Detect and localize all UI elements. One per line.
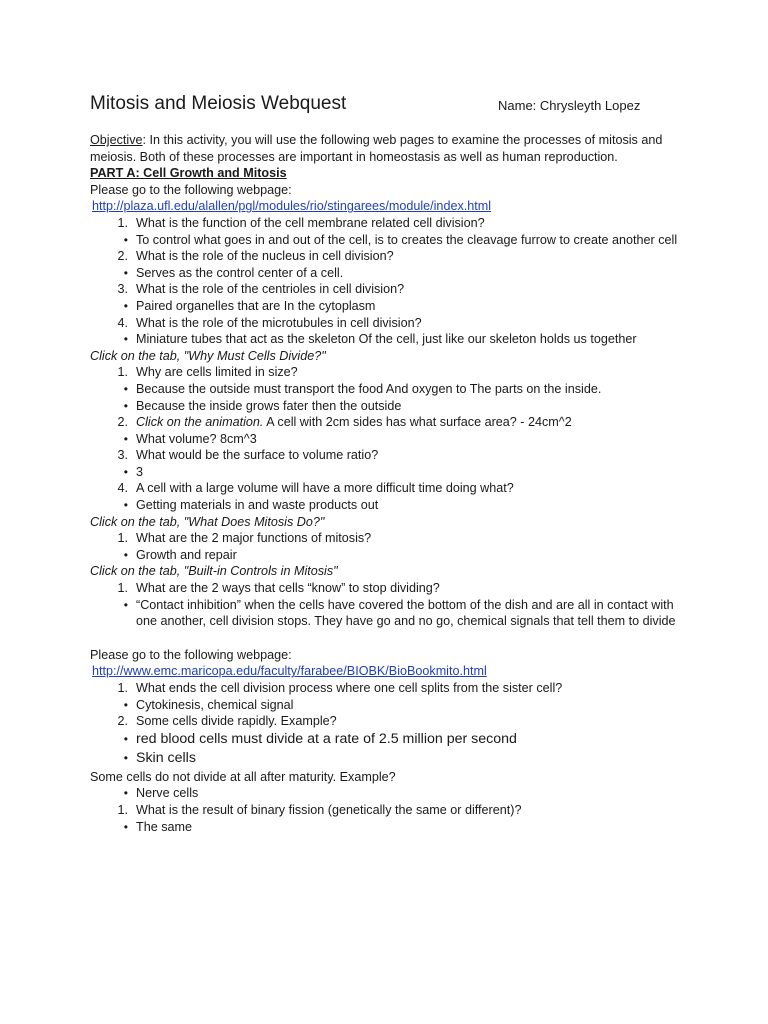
number-marker: 4. <box>117 315 128 330</box>
number-marker: 2. <box>117 714 128 729</box>
item-text: What volume? 8cm^3 <box>136 431 257 446</box>
list-item <box>90 431 690 448</box>
list-item <box>90 248 690 265</box>
list-item <box>90 364 690 381</box>
bullet-marker: • <box>123 697 128 712</box>
spacer <box>90 630 690 647</box>
number-marker: 1. <box>117 802 128 817</box>
list-item <box>90 749 690 769</box>
list-item <box>90 398 690 415</box>
list-item <box>90 697 690 714</box>
list-item <box>90 497 690 514</box>
list-5 <box>90 680 690 769</box>
item-text: Some cells divide rapidly. Example? <box>136 714 337 729</box>
list-item <box>90 597 690 630</box>
item-text: What is the role of the microtubules in cell division? <box>136 315 422 330</box>
list-item <box>90 265 690 282</box>
list-item <box>90 464 690 481</box>
item-text: Cytokinesis, chemical signal <box>136 697 294 712</box>
number-marker: 1. <box>117 365 128 380</box>
number-marker: 1. <box>117 681 128 695</box>
item-text: Paired organelles that are In the cytoplasm <box>136 298 376 313</box>
objective-colon: : <box>142 133 146 147</box>
item-text: Miniature tubes that act as the skeleton Of the cell, just like our skeleton holds us together <box>136 332 637 347</box>
bullet-marker: • <box>123 731 128 746</box>
item-text: The same <box>136 819 192 834</box>
item-text: What would be the surface to volume ratio? <box>136 448 379 463</box>
item-text: What are the 2 major functions of mitosis? <box>136 531 372 546</box>
some-cells-question: Some cells do not divide at all after maturity. Example? <box>90 769 396 784</box>
bullet-marker: • <box>123 464 128 479</box>
bullet-marker: • <box>123 597 128 612</box>
item-text: What is the role of the centrioles in cell division? <box>136 282 405 297</box>
list-3 <box>90 530 690 563</box>
item-text: What is the role of the nucleus in cell division? <box>136 249 394 264</box>
item-text: A cell with a large volume will have a more difficult time doing what? <box>136 481 514 496</box>
item-text: What is the result of binary fission (genetically the same or different)? <box>136 802 522 817</box>
list-2 <box>90 364 690 513</box>
list-item <box>90 580 690 597</box>
item-text: Nerve cells <box>136 786 199 801</box>
list-item <box>90 730 690 750</box>
item-italic-text: Click on the animation. <box>136 415 264 430</box>
part-a-heading: PART A: Cell Growth and Mitosis <box>90 166 287 181</box>
item-text: A cell with 2cm sides has what surface area? - 24cm^2 <box>263 415 572 430</box>
list-item <box>90 530 690 547</box>
list-item <box>90 232 690 249</box>
list-item <box>90 281 690 298</box>
item-text: “Contact inhibition” when the cells have covered the bottom of the dish and are all in contact with one another, cell division stops. They have go and no go, chemical signals that tell them to divide <box>136 597 676 629</box>
number-marker: 3. <box>117 448 128 463</box>
webpage-link-2[interactable]: http://www.emc.maricopa.edu/faculty/farabee/BIOBK/BioBookmito.html <box>92 664 487 679</box>
bullet-marker: • <box>123 265 128 280</box>
number-marker: 1. <box>117 581 128 596</box>
number-marker: 1. <box>117 531 128 546</box>
list-item <box>90 802 690 819</box>
item-text: Why are cells limited in size? <box>136 365 298 380</box>
list-1 <box>90 215 690 348</box>
item-text: Growth and repair <box>136 547 237 562</box>
bullet-marker: • <box>123 298 128 313</box>
page-title: Mitosis and Meiosis Webquest <box>90 93 347 114</box>
list-item <box>90 315 690 332</box>
list-4 <box>90 580 690 630</box>
number-marker: 1. <box>117 215 128 230</box>
list-item <box>90 331 690 348</box>
number-marker: 4. <box>117 481 128 496</box>
item-text: Skin cells <box>136 750 196 767</box>
item-text: red blood cells must divide at a rate of 2.5 million per second <box>136 730 517 747</box>
item-text: Serves as the control center of a cell. <box>136 265 344 280</box>
bullet-marker: • <box>123 751 128 766</box>
goto-webpage-2: Please go to the following webpage: <box>90 647 292 662</box>
webpage-link-1[interactable]: http://plaza.ufl.edu/alallen/pgl/modules/rio/stingarees/module/index.html <box>92 199 492 214</box>
item-text: Getting materials in and waste products out <box>136 498 379 513</box>
item-text: 3 <box>136 464 144 479</box>
bullet-marker: • <box>123 332 128 347</box>
bullet-marker: • <box>123 431 128 446</box>
bullet-marker: • <box>123 232 128 247</box>
list-item <box>90 298 690 315</box>
tab-instruction-1: Click on the tab, "Why Must Cells Divide?" <box>90 348 326 363</box>
list-item <box>90 447 690 464</box>
list-item <box>90 215 690 232</box>
bullet-marker: • <box>123 498 128 513</box>
bullet-marker: • <box>123 786 128 801</box>
list-item <box>90 680 690 697</box>
number-marker: 3. <box>117 282 128 297</box>
number-marker: 2. <box>117 249 128 264</box>
bullet-marker: • <box>123 381 128 396</box>
item-text: What is the function of the cell membrane related cell division? <box>136 215 485 230</box>
bullet-marker: • <box>123 819 128 834</box>
goto-webpage-1: Please go to the following webpage: <box>90 182 292 197</box>
item-text: Because the outside must transport the food And oxygen to The parts on the inside. <box>136 381 602 396</box>
number-marker: 2. <box>117 415 128 430</box>
list-6 <box>90 785 690 835</box>
student-name: Name: Chrysleyth Lopez <box>498 98 641 113</box>
item-text: Because the inside grows fater then the outside <box>136 398 402 413</box>
item-text: What ends the cell division process where one cell splits from the sister cell? <box>136 681 563 695</box>
bullet-marker: • <box>123 547 128 562</box>
bullet-marker: • <box>123 398 128 413</box>
list-item <box>90 819 690 836</box>
document-page <box>90 92 690 835</box>
list-item <box>90 480 690 497</box>
list-item <box>90 785 690 802</box>
tab-instruction-2: Click on the tab, "What Does Mitosis Do?" <box>90 514 325 529</box>
list-item <box>90 414 690 431</box>
item-text: To control what goes in and out of the cell, is to creates the cleavage furrow to create another cell <box>136 232 678 247</box>
header <box>90 92 690 122</box>
objective-paragraph <box>90 132 690 165</box>
objective-text: In this activity, you will use the following web pages to examine the processes of mitosis and meiosis. Both of these processes are important in homeostasis as well as human reproduction. <box>90 133 663 164</box>
list-item <box>90 713 690 730</box>
tab-instruction-3: Click on the tab, "Built-in Controls in Mitosis" <box>90 564 338 579</box>
list-item <box>90 547 690 564</box>
objective-label: Objective <box>90 133 143 147</box>
list-item <box>90 381 690 398</box>
item-text: What are the 2 ways that cells “know” to stop dividing? <box>136 581 440 596</box>
